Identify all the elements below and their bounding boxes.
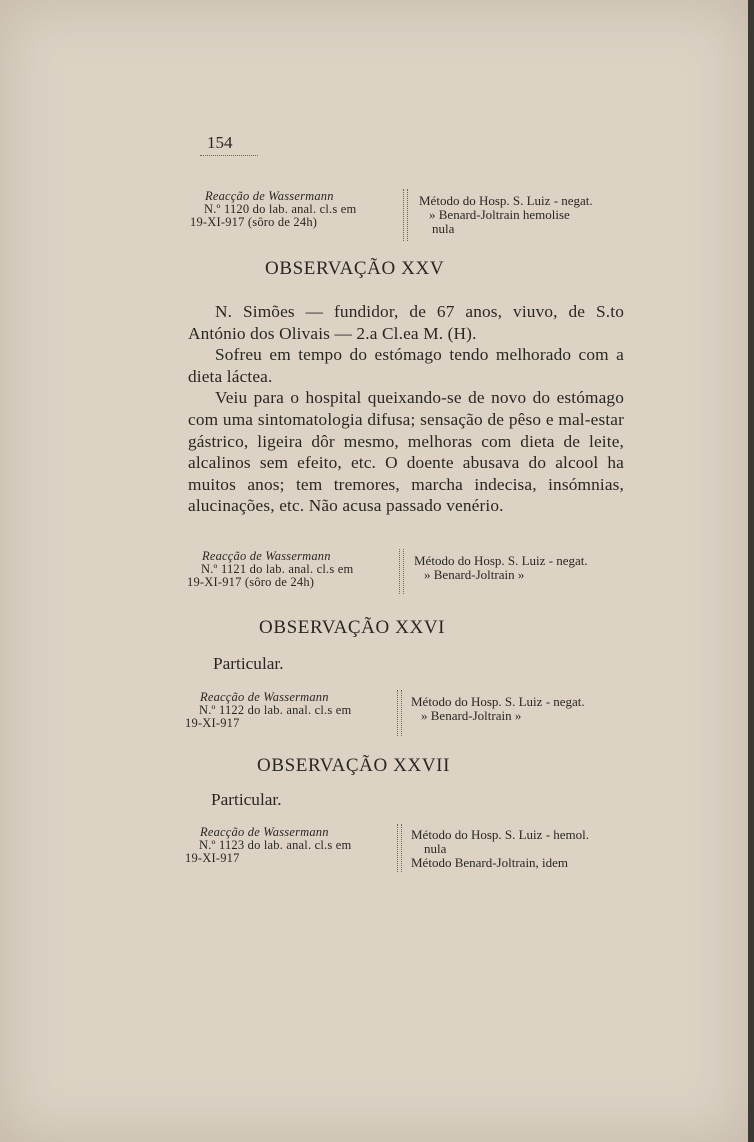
wassermann-results-3	[411, 695, 585, 723]
wassermann-lab-info-4	[185, 826, 385, 865]
lab-date-line: 19-XI-917	[185, 851, 240, 865]
paragraph: Sofreu em tempo do estómago tendo melhorado com a dieta láctea.	[188, 345, 624, 386]
wassermann-results-4	[411, 828, 589, 870]
wassermann-results-1	[419, 194, 593, 236]
paragraph: Veiu para o hospital queixando-se de novo do estómago com uma sintomatologia difusa; sensação de pêso e mal-estar gástrico, ligeira dôr mesmo, melhoras com dieta de leite, alcalinos sem efeito, etc. O doente abusava do alcool ha muitos anos; tem tremores, marcha indecisa, insómnias, alucinações, etc. Não acusa passado venério.	[188, 388, 624, 516]
column-separator	[399, 549, 404, 594]
wassermann-title: Reacção de Wassermann	[200, 690, 329, 704]
wassermann-title: Reacção de Wassermann	[200, 825, 329, 839]
column-separator	[397, 824, 402, 872]
observation-text	[188, 301, 624, 517]
result-line: » Benard-Joltrain »	[421, 708, 522, 723]
lab-date-line: 19-XI-917	[185, 716, 240, 730]
lab-date-line: 19-XI-917 (sôro de 24h)	[187, 575, 315, 589]
page-number: 154	[207, 133, 233, 152]
observation-heading: OBSERVAÇÃO XXVI	[259, 617, 446, 638]
page-edge	[748, 0, 754, 1142]
result-line: » Benard-Joltrain »	[424, 567, 525, 582]
lab-number-line: N.º 1121 do lab. anal. cl.s em	[201, 562, 354, 576]
result-line: Método do Hosp. S. Luiz - negat.	[419, 193, 593, 208]
page-number-rule	[200, 155, 258, 156]
result-line: » Benard-Joltrain hemolise	[429, 207, 570, 222]
lab-number-line: N.º 1122 do lab. anal. cl.s em	[199, 703, 352, 717]
wassermann-title: Reacção de Wassermann	[202, 549, 331, 563]
lab-number-line: N.º 1120 do lab. anal. cl.s em	[204, 202, 357, 216]
wassermann-results-2	[414, 554, 588, 582]
observation-text: Particular.	[211, 790, 282, 809]
result-line: Método Benard-Joltrain, idem	[411, 855, 569, 870]
result-line: Método do Hosp. S. Luiz - negat.	[414, 553, 588, 568]
wassermann-lab-info-1	[190, 190, 390, 229]
column-separator	[403, 189, 408, 241]
result-line: nula	[432, 221, 455, 236]
observation-heading: OBSERVAÇÃO XXVII	[257, 755, 450, 776]
paragraph: N. Simões — fundidor, de 67 anos, viuvo, de S.to António dos Olivais — 2.a Cl.ea M. (H).	[188, 302, 624, 343]
lab-date-line: 19-XI-917 (sôro de 24h)	[190, 215, 318, 229]
result-line: Método do Hosp. S. Luiz - negat.	[411, 694, 585, 709]
result-line: nula	[424, 841, 447, 856]
column-separator	[397, 690, 402, 736]
result-line: Método do Hosp. S. Luiz - hemol.	[411, 827, 590, 842]
observation-text: Particular.	[213, 654, 284, 673]
lab-number-line: N.º 1123 do lab. anal. cl.s em	[199, 838, 352, 852]
wassermann-title: Reacção de Wassermann	[205, 189, 334, 203]
observation-heading: OBSERVAÇÃO XXV	[265, 258, 445, 279]
wassermann-lab-info-3	[185, 691, 385, 730]
wassermann-lab-info-2	[187, 550, 387, 589]
